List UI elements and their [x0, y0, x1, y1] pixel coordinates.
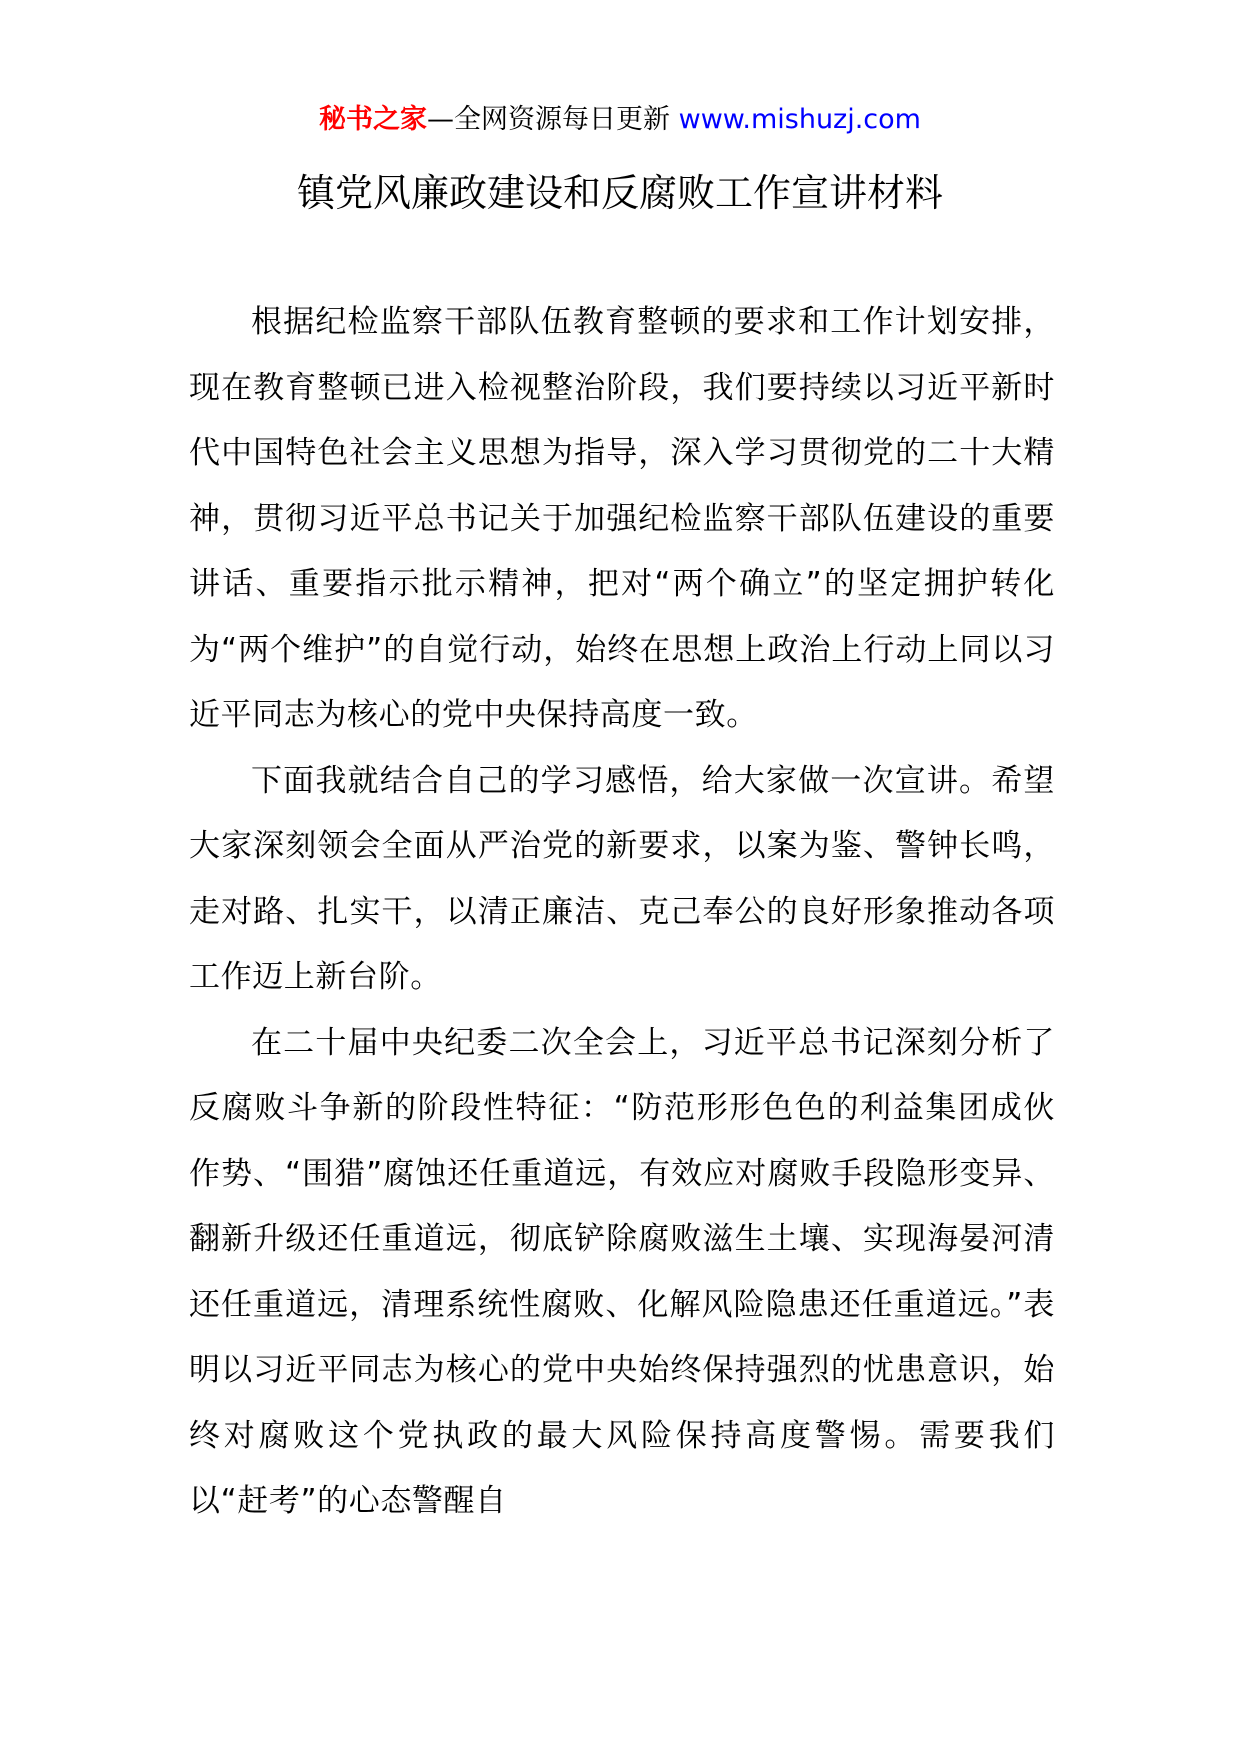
document-body — [189, 290, 1055, 1535]
paragraph-1: 根据纪检监察干部队伍教育整顿的要求和工作计划安排，现在教育整顿已进入检视整治阶段，我们要持续以习近平新时代中国特色社会主义思想为指导，深入学习贯彻党的二十大精神，贯彻习近平总书记关于加强纪检监察干部队伍建设的重要讲话、重要指示批示精神，把对“两个确立”的坚定拥护转化为“两个维护”的自觉行动，始终在思想上政治上行动上同以习近平同志为核心的党中央保持高度一致。 — [189, 304, 1055, 733]
paragraph-3: 在二十届中央纪委二次全会上，习近平总书记深刻分析了反腐败斗争新的阶段性特征：“防范形形色色的利益集团成伙作势、“围猎”腐蚀还任重道远，有效应对腐败手段隐形变异、翻新升级还任重道远，彻底铲除腐败滋生土壤、实现海晏河清还任重道远，清理系统性腐败、化解风险隐患还任重道远。”表明以习近平同志为核心的党中央始终保持强烈的忧患意识，始终对腐败这个党执政的最大风险保持高度警惕。需要我们以“赶考”的心态警醒自 — [189, 1024, 1055, 1519]
paragraph-2: 下面我就结合自己的学习感悟，给大家做一次宣讲。希望大家深刻领会全面从严治党的新要求，以案为鉴、警钟长鸣，走对路、扎实干，以清正廉洁、克己奉公的良好形象推动各项工作迈上新台阶。 — [189, 762, 1055, 995]
site-header — [0, 100, 1240, 140]
site-url-link[interactable]: www.mishuzj.com — [678, 104, 921, 135]
document-title: 镇党风廉政建设和反腐败工作宣讲材料 — [296, 171, 943, 215]
header-tagline: —全网资源每日更新 — [427, 104, 679, 135]
brand-name: 秘书之家 — [319, 104, 428, 135]
